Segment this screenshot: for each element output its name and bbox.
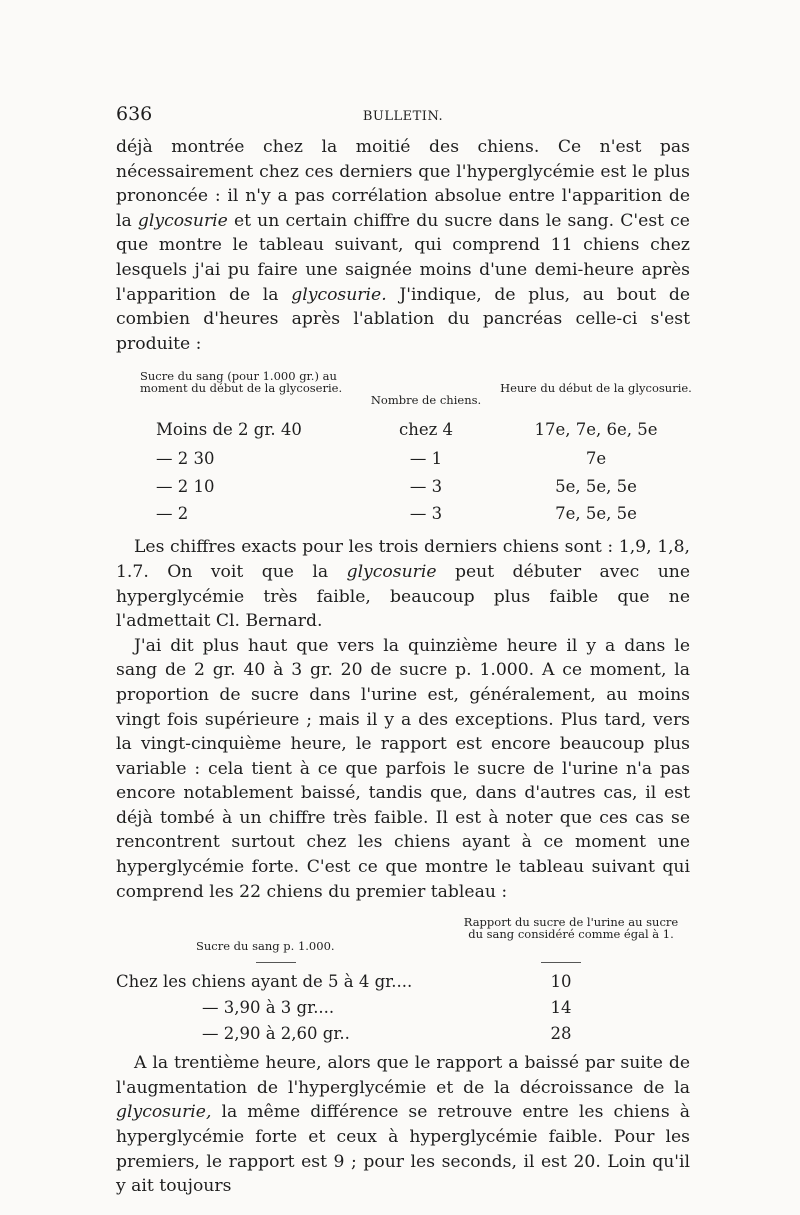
table-cell: — 3 <box>409 477 443 497</box>
paragraph-2: Les chiffres exacts pour les trois derniers chiens sont : 1,9, 1,8, 1.7. On voit que la glycosurie peut débuter avec une hyperglycémie très faible, beaucoup plus faible que ne l'admettait Cl. Bernard. <box>116 537 691 632</box>
table-cell: 17e, 7e, 6e, 5e <box>534 420 658 440</box>
table-cell: 7e <box>585 449 607 469</box>
table-cell: 5e, 5e, 5e <box>555 477 637 497</box>
table-cell: — 2 <box>156 504 189 524</box>
table-cell: — 3 <box>409 504 443 524</box>
table1-header-dogs: Nombre de chiens. <box>370 393 482 408</box>
table2-header-sugar: Sucre du sang p. 1.000. <box>196 939 335 954</box>
table-cell: — 1 <box>409 449 443 469</box>
table-cell: — 2,90 à 2,60 gr.. <box>202 1024 350 1044</box>
page-number: 636 <box>116 103 153 125</box>
table-urine-ratio <box>116 916 690 1051</box>
table-cell: 14 <box>550 998 572 1018</box>
table-cell: Moins de 2 gr. 40 <box>156 420 302 440</box>
table1-header-hour: Heure du début de la glycosurie. <box>500 381 692 396</box>
table-cell: — 3,90 à 3 gr.... <box>202 998 335 1018</box>
table-cell: 28 <box>550 1024 572 1044</box>
table-cell: chez 4 <box>398 420 454 440</box>
table-cell: 10 <box>550 972 572 992</box>
table-cell: 7e, 5e, 5e <box>555 504 637 524</box>
paragraph-3: J'ai dit plus haut que vers la quinzième heure il y a dans le sang de 2 gr. 40 à 3 gr. 20 de sucre p. 1.000. A ce moment, la proportion de sucre dans l'urine est, généralement, au moins vingt fois supérieure ; mais il y a des exceptions. Plus tard, vers la vingt-cinquième heure, le rapport est encore beaucoup plus variable : cela tient à ce que parfois le sucre de l'urine n'a pas encore notablement baissé, tandis que, dans d'autres cas, il est déjà tombé à un chiffre très faible. Il est à noter que ces cas se rencontrent surtout chez les chiens ayant à ce moment une hyperglycémie forte. C'est ce que montre le tableau suivant qui comprend les 22 chiens du premier tableau : <box>116 635 690 902</box>
table2-rule-left <box>256 962 296 963</box>
table-cell: — 2 30 <box>156 449 215 469</box>
document-page <box>116 103 690 1199</box>
table1-header-sugar: Sucre du sang (pour 1.000 gr.) au moment du début de la glycoserie. <box>140 369 343 396</box>
page-header <box>116 103 690 135</box>
table2-header-ratio: Rapport du sucre de l'urine au sucre du sang considéré comme égal à 1. <box>463 915 679 942</box>
paragraph-1: déjà montrée chez la moitié des chiens. Ce n'est pas nécessairement chez ces derniers que l'hyperglycémie est le plus prononcée : il n'y a pas corrélation absolue entre l'apparition de la glycosurie et un certain chiffre du sucre dans le sang. C'est ce que montre le tableau suivant, qui comprend 11 chiens chez lesquels j'ai pu faire une saignée moins d'une demi-heure après l'apparition de la glycosurie. J'indique, de plus, au bout de combien d'heures après l'ablation du pancréas celle-ci s'est produite : <box>116 137 690 354</box>
table-glycosurie-onset <box>116 370 690 535</box>
table-cell: — 2 10 <box>156 477 215 497</box>
table-cell: Chez les chiens ayant de 5 à 4 gr.... <box>116 972 413 992</box>
table2-rule-right <box>541 962 581 963</box>
paragraph-4: A la trentième heure, alors que le rapport a baissé par suite de l'augmentation de l'hyperglycémie et de la décroissance de la glycosurie, la même différence se retrouve entre les chiens à hyperglycémie forte et ceux à hyperglycémie faible. Pour les premiers, le rapport est 9 ; pour les seconds, il est 20. Loin qu'il y ait toujours <box>116 1053 690 1197</box>
running-head: BULLETIN. <box>362 109 444 124</box>
